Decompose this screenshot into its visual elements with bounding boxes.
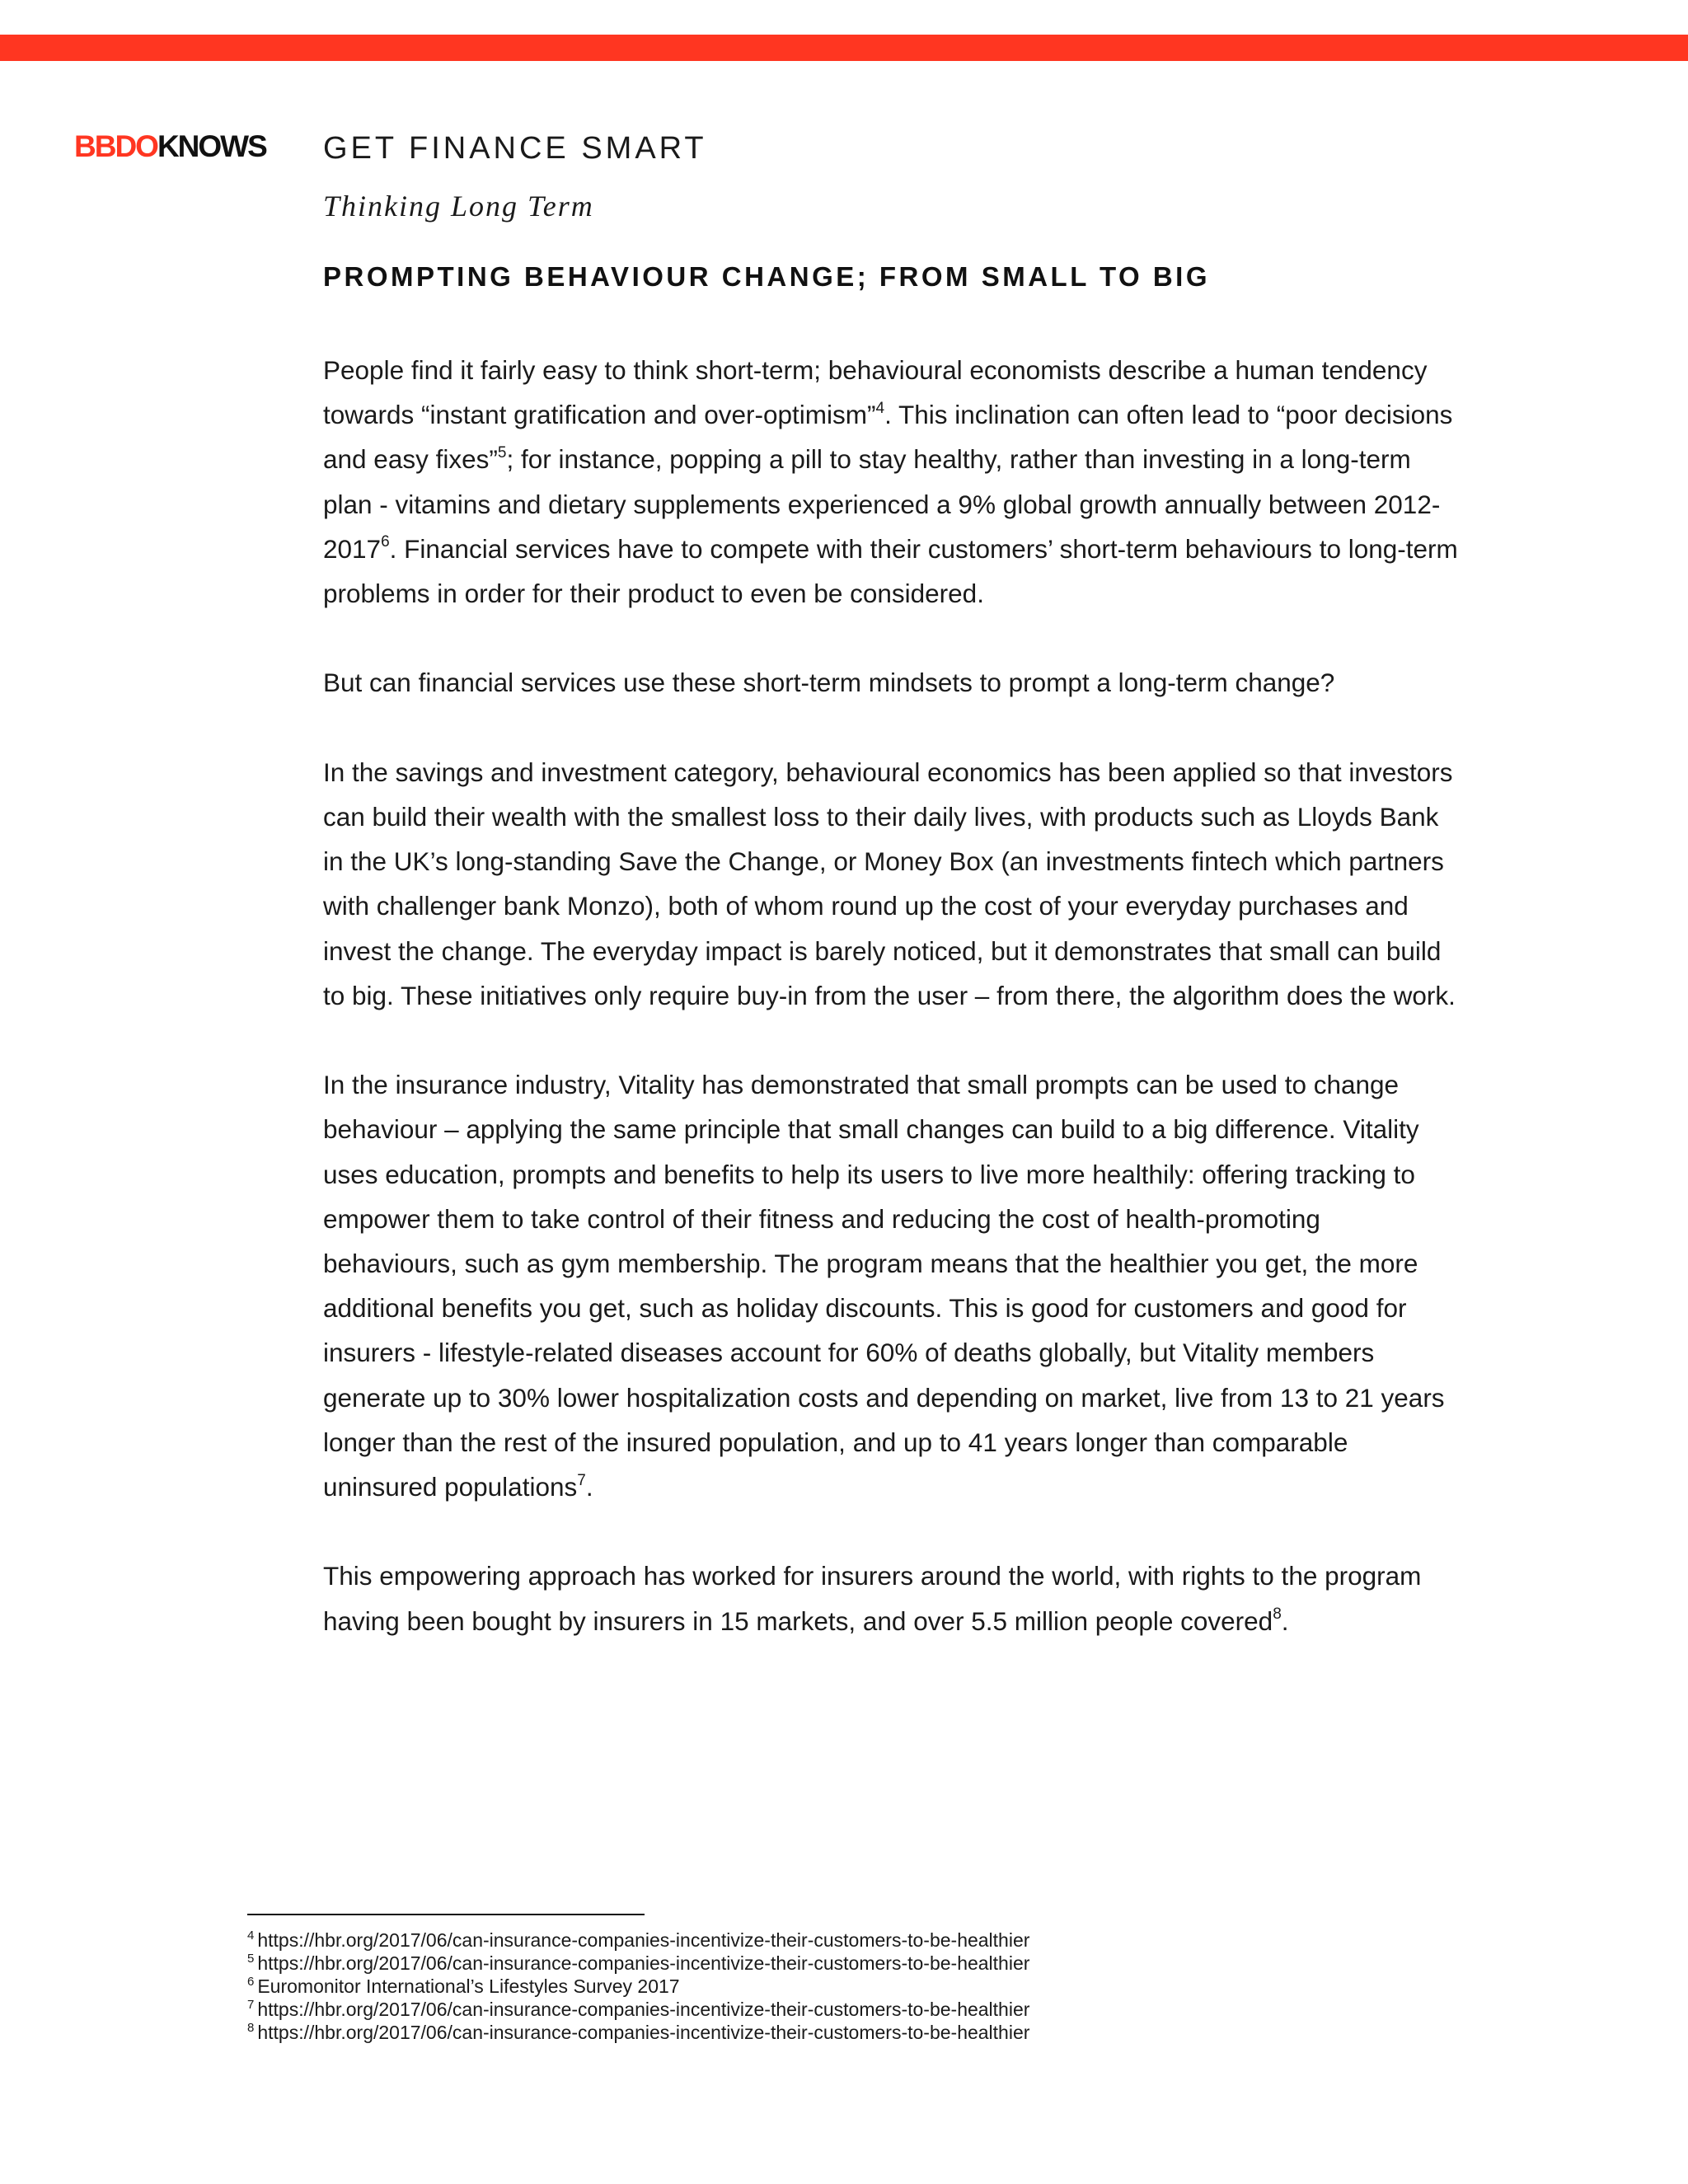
footnote-link[interactable]: https://hbr.org/2017/06/can-insurance-companies-incentivize-their-customers-to-be-healthier: [257, 1929, 1030, 1951]
paragraph-3: In the savings and investment category, behavioural economics has been applied so that investors can build their wealth with the smallest loss to their daily lives, with products such as Lloyds Bank in the UK’s long-standing Save the Change, or Money Box (an investments fintech which partners with challenger bank Monzo), both of whom round up the cost of your everyday purchases and invest the change. The everyday impact is barely noticed, but it demonstrates that small can build to big. These initiatives only require buy-in from the user – from there, the algorithm does the work.: [323, 757, 1456, 1010]
paragraph-4-text-2: .: [585, 1472, 593, 1502]
page-subtitle: Thinking Long Term: [323, 190, 594, 223]
footnote-item: [247, 1929, 1484, 1952]
paragraph-1-text-3: ; for instance, popping a pill to stay healthy, rather than investing in a long-term plan - vitamins and dietary supplements experienced a 9% global growth annually between 2012-2017: [323, 444, 1441, 564]
logo-bbdo: BBDO: [74, 129, 157, 163]
top-accent-bar: [0, 35, 1688, 61]
footnote-ref-7[interactable]: 7: [577, 1471, 586, 1489]
footnote-item: [247, 2021, 1484, 2044]
paragraph-5: [323, 1554, 1461, 1643]
paragraph-5-text-1: This empowering approach has worked for insurers around the world, with rights to the program having been bought by insurers in 15 markets, and over 5.5 million people covered: [323, 1561, 1422, 1636]
footnote-number: 5: [247, 1952, 255, 1966]
section-heading: PROMPTING BEHAVIOUR CHANGE; FROM SMALL TO BIG: [323, 261, 1211, 292]
paragraph-5-text-2: .: [1281, 1605, 1289, 1636]
paragraph-1: [323, 348, 1461, 616]
brand-title: GET FINANCE SMART: [323, 131, 707, 166]
footnote-ref-8[interactable]: 8: [1273, 1605, 1282, 1624]
article-body: [323, 348, 1461, 1688]
footnote-number: 8: [247, 2021, 255, 2036]
paragraph-2: But can financial services use these short-term mindsets to prompt a long-term change?: [323, 668, 1335, 698]
footnote-link[interactable]: https://hbr.org/2017/06/can-insurance-companies-incentivize-their-customers-to-be-healthier: [257, 1952, 1030, 1974]
paragraph-4-text-1: In the insurance industry, Vitality has demonstrated that small prompts can be used to change behaviour – applying the same principle that small changes can build to a big difference. Vitality uses education, prompts and benefits to help its users to live more healthily: offering tracking to empower them to take control of their fitness and reducing the cost of health-promoting behaviours, such as gym membership. The program means that the healthier you get, the more additional benefits you get, such as holiday discounts. This is good for customers and good for insurers - lifestyle-related diseases account for 60% of deaths globally, but Vitality members generate up to 30% lower hospitalization costs and depending on market, live from 13 to 21 years longer than the rest of the insured population, and up to 41 years longer than comparable uninsured populations: [323, 1070, 1445, 1502]
footnote-ref-5[interactable]: 5: [497, 443, 507, 462]
footnote-ref-4[interactable]: 4: [875, 399, 885, 417]
footnote-text: Euromonitor International’s Lifestyles Survey 2017: [257, 1975, 680, 1997]
paragraph-1-text-4: . Financial services have to compete with their customers’ short-term behaviours to long-term problems in order for their product to even be considered.: [323, 533, 1458, 609]
footnote-link[interactable]: https://hbr.org/2017/06/can-insurance-companies-incentivize-their-customers-to-be-healthier: [257, 2022, 1030, 2043]
footnote-number: 6: [247, 1975, 255, 1990]
footnote-item: [247, 1952, 1484, 1975]
paragraph-4: [323, 1062, 1461, 1509]
paragraph-1-text-1: People find it fairly easy to think short-term; behavioural economists describe a human tendency towards “instant gratification and over-optimism”: [323, 355, 1428, 430]
bbdo-knows-logo: [74, 130, 266, 163]
footnote-item: [247, 1998, 1484, 2021]
logo-knows: KNOWS: [157, 129, 266, 163]
footnote-ref-6[interactable]: 6: [381, 533, 390, 551]
footnote-number: 7: [247, 1998, 255, 2013]
paragraph-1-text-2: . This inclination can often lead to “poor decisions and easy fixes”: [323, 400, 1453, 475]
footnote-item: [247, 1975, 1484, 1998]
footnote-link[interactable]: https://hbr.org/2017/06/can-insurance-companies-incentivize-their-customers-to-be-healthier: [257, 1999, 1030, 2020]
footnote-number: 4: [247, 1929, 255, 1943]
footnotes-list: [247, 1929, 1484, 2044]
footnote-divider: [247, 1914, 645, 1915]
